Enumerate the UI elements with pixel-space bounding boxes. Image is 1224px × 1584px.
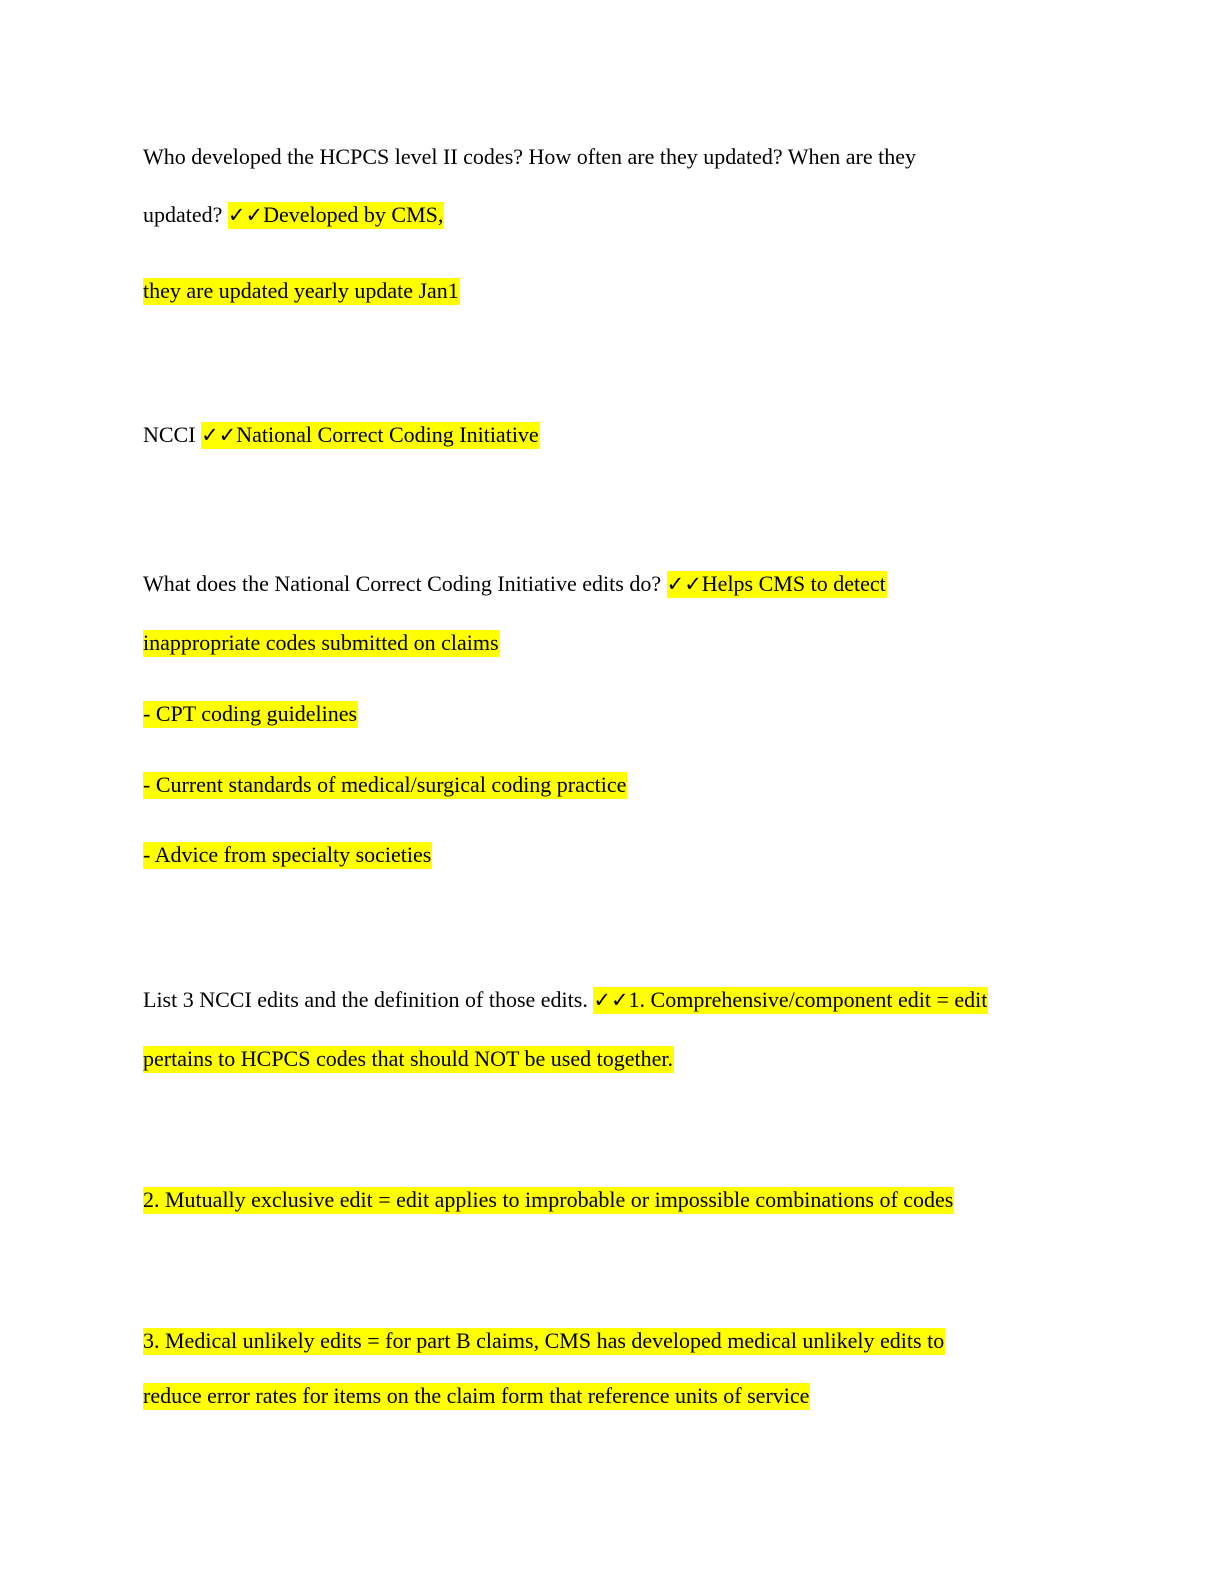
answer-4-line-4 — [143, 1324, 945, 1358]
question-1-text: Who developed the HCPCS level II codes? How often are they updated? When are they — [143, 144, 916, 169]
check-mark-icon: ✓✓ — [227, 203, 264, 227]
answer-4-text-cont: pertains to HCPCS codes that should NOT be used together. — [143, 1046, 673, 1071]
answer-3-bullet-2: - Current standards of medical/surgical coding practice — [143, 772, 627, 797]
question-4-line-1 — [143, 983, 988, 1017]
answer-4-item-2: 2. Mutually exclusive edit = edit applies to improbable or impossible combinations of codes — [143, 1187, 954, 1212]
answer-3-line-4 — [143, 768, 627, 802]
answer-1-text: Developed by CMS, — [263, 202, 444, 227]
answer-3-highlight — [667, 571, 887, 598]
answer-3-text: Helps CMS to detect — [701, 571, 886, 596]
question-1-text-cont: updated? — [143, 202, 223, 227]
check-mark-icon: ✓✓ — [666, 572, 702, 596]
answer-1-line-2 — [143, 274, 460, 308]
question-2-text: NCCI — [143, 422, 196, 447]
answer-2-text: National Correct Coding Initiative — [236, 422, 539, 447]
check-mark-icon: ✓✓ — [593, 988, 629, 1012]
answer-3-line-2 — [143, 626, 500, 660]
question-3-line-1 — [143, 567, 887, 601]
answer-1-text-cont: they are updated yearly update Jan1 — [143, 278, 459, 303]
question-3-text: What does the National Correct Coding Initiative edits do? — [143, 571, 662, 596]
question-4-text: List 3 NCCI edits and the definition of those edits. — [143, 987, 588, 1012]
answer-4-line-3 — [143, 1183, 954, 1217]
check-mark-icon: ✓✓ — [201, 423, 237, 447]
answer-1-highlight — [228, 202, 444, 229]
answer-3-bullet-3: - Advice from specialty societies — [143, 842, 432, 867]
answer-4-item-3: 3. Medical unlikely edits = for part B claims, CMS has developed medical unlikely edits to — [143, 1328, 945, 1353]
answer-4-line-5 — [143, 1379, 810, 1413]
answer-4-item-3-cont: reduce error rates for items on the claim form that reference units of service — [143, 1383, 810, 1408]
question-1-line-2 — [143, 198, 444, 232]
answer-4-line-2 — [143, 1042, 674, 1076]
answer-3-line-5 — [143, 838, 432, 872]
answer-3-bullet-1: - CPT coding guidelines — [143, 701, 358, 726]
question-2-line-1 — [143, 418, 540, 452]
answer-3-line-3 — [143, 697, 358, 731]
answer-2-highlight — [201, 422, 540, 449]
question-1-line-1 — [143, 140, 916, 174]
answer-3-text-cont: inappropriate codes submitted on claims — [143, 630, 499, 655]
answer-4-text: 1. Comprehensive/component edit = edit — [628, 987, 988, 1012]
answer-4-highlight — [593, 987, 988, 1014]
